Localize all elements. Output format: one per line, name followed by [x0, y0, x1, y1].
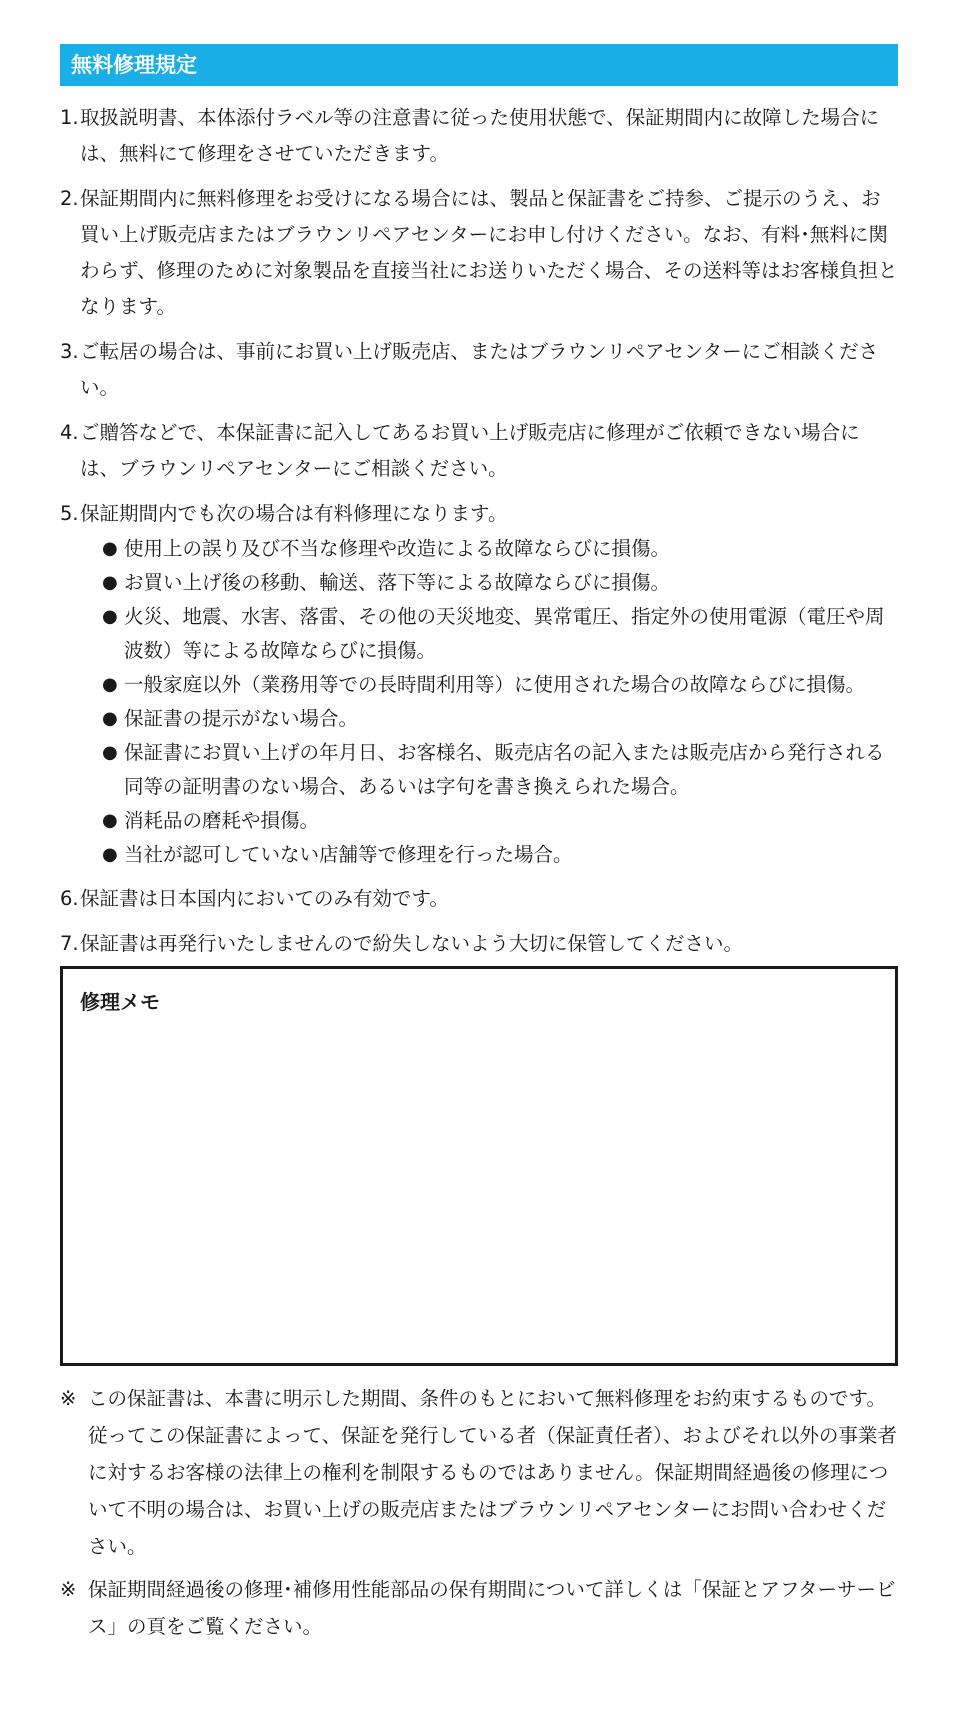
- rule-number: 3.: [60, 340, 79, 363]
- bullet-icon: ●: [102, 708, 118, 729]
- repair-memo-box[interactable]: [60, 966, 898, 1366]
- rule-number: 4.: [60, 421, 79, 444]
- list-item-text: お買い上げ後の移動、輸送、落下等による故障ならびに損傷。: [124, 571, 671, 594]
- list-item: [102, 804, 898, 838]
- list-item-text: 保証書にお買い上げの年月日、お客様名、販売店名の記入または販売店から発行される同等の証明書のない場合、あるいは字句を書き換えられた場合。: [124, 741, 885, 798]
- memo-title: 修理メモ: [80, 990, 160, 1014]
- list-item: [102, 668, 898, 702]
- rule-number: 5.: [60, 502, 79, 525]
- rule-item-4: [60, 415, 898, 487]
- note-item: [60, 1571, 898, 1645]
- list-item: [102, 532, 898, 566]
- rule-text: 保証書は再発行いたしませんので紛失しないよう大切に保管してください。: [80, 932, 744, 955]
- bullet-icon: ●: [102, 844, 118, 865]
- rule-number: 1.: [60, 106, 79, 129]
- rule-item-6: [60, 881, 898, 917]
- list-item: [102, 736, 898, 804]
- list-item-text: 火災、地震、水害、落雷、その他の天災地変、異常電圧、指定外の使用電源（電圧や周波数）等による故障ならびに損傷。: [124, 605, 885, 662]
- bullet-icon: ●: [102, 742, 118, 763]
- list-item: [102, 566, 898, 600]
- bullet-icon: ●: [102, 572, 118, 593]
- rule-item-1: [60, 100, 898, 172]
- list-item-text: 消耗品の磨耗や損傷。: [124, 809, 320, 832]
- section-title: 無料修理規定: [71, 53, 197, 77]
- rule-item-7: [60, 926, 898, 962]
- list-item: [102, 702, 898, 736]
- paid-repair-list: [80, 532, 898, 872]
- rule-text: 保証期間内でも次の場合は有料修理になります。: [80, 502, 508, 525]
- notes-list: [60, 1380, 898, 1651]
- bullet-icon: ●: [102, 538, 118, 559]
- rule-text: 保証書は日本国内においてのみ有効です。: [80, 887, 449, 910]
- list-item-text: 当社が認可していない店舗等で修理を行った場合。: [124, 843, 573, 866]
- list-item-text: 保証書の提示がない場合。: [124, 707, 359, 730]
- rule-item-2: [60, 181, 898, 325]
- rule-item-5: [60, 496, 898, 872]
- note-item: [60, 1380, 898, 1565]
- bullet-icon: ●: [102, 674, 118, 695]
- list-item-text: 使用上の誤り及び不当な修理や改造による故障ならびに損傷。: [124, 537, 671, 560]
- list-item: [102, 600, 898, 668]
- rules-list: [60, 100, 898, 971]
- bullet-icon: ●: [102, 606, 118, 627]
- list-item-text: 一般家庭以外（業務用等での長時間利用等）に使用された場合の故障ならびに損傷。: [124, 673, 866, 696]
- rule-text: ご贈答などで、本保証書に記入してあるお買い上げ販売店に修理がご依頼できない場合には、ブラウンリペアセンターにご相談ください。: [80, 421, 860, 480]
- list-item: [102, 838, 898, 872]
- note-text: 保証期間経過後の修理･補修用性能部品の保有期間について詳しくは「保証とアフターサービス」の頁をご覧ください。: [88, 1578, 896, 1638]
- reference-mark-icon: ※: [60, 1578, 77, 1601]
- rule-text: 取扱説明書、本体添付ラベル等の注意書に従った使用状態で、保証期間内に故障した場合には、無料にて修理をさせていただきます。: [80, 106, 880, 165]
- rule-item-3: [60, 334, 898, 406]
- rule-text: 保証期間内に無料修理をお受けになる場合には、製品と保証書をご持参、ご提示のうえ、お買い上げ販売店またはブラウンリペアセンターにお申し付けください。なお、有料･無料に関わらず、修理のために対象製品を直接当社にお送りいただく場合、その送料等はお客様負担となります。: [80, 187, 898, 318]
- rule-text: ご転居の場合は、事前にお買い上げ販売店、またはブラウンリペアセンターにご相談ください。: [80, 340, 879, 399]
- rule-number: 2.: [60, 187, 79, 210]
- rule-number: 6.: [60, 887, 79, 910]
- bullet-icon: ●: [102, 810, 118, 831]
- section-header: [60, 44, 898, 86]
- note-text: この保証書は、本書に明示した期間、条件のもとにおいて無料修理をお約束するものです。従ってこの保証書によって、保証を発行している者（保証責任者）、およびそれ以外の事業者に対するお客様の法律上の権利を制限するものではありません。保証期間経過後の修理について不明の場合は、お買い上げの販売店またはブラウンリペアセンターにお問い合わせください。: [88, 1387, 897, 1558]
- rule-number: 7.: [60, 932, 79, 955]
- reference-mark-icon: ※: [60, 1387, 77, 1410]
